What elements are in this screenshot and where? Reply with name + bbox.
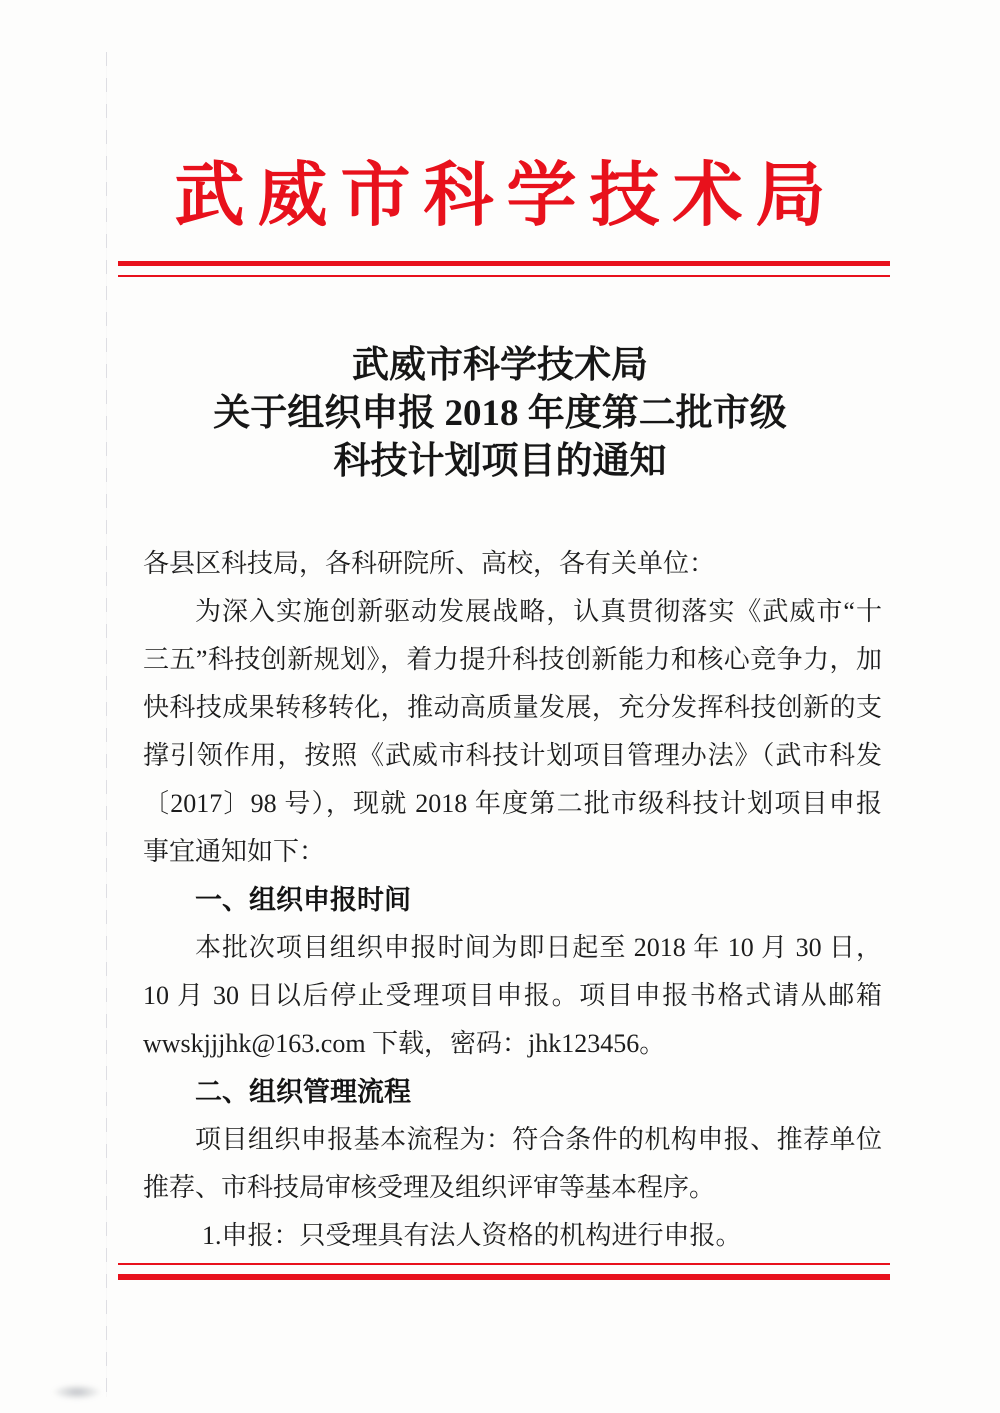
body-line: 为深入实施创新驱动发展战略，认真贯彻落实《武威市“十 <box>195 597 882 626</box>
letterhead-rule-thin <box>118 275 890 277</box>
letterhead-rule-thick <box>118 261 890 266</box>
body-line: 快科技成果转移转化，推动高质量发展，充分发挥科技创新的支 <box>143 693 882 722</box>
agency-letterhead: 武威市科学技术局 <box>174 158 839 235</box>
body-line: 推荐、市科技局审核受理及组织评审等基本程序。 <box>143 1173 716 1202</box>
footer-rule-thin <box>118 1263 890 1265</box>
document-title-line: 武威市科学技术局 <box>352 345 648 386</box>
body-line: 〔2017〕98 号），现就 2018 年度第二批市级科技计划项目申报 <box>143 789 882 818</box>
body-line: 10 月 30 日以后停止受理项目申报。项目申报书格式请从邮箱 <box>143 981 882 1010</box>
body-line: 三五”科技创新规划》，着力提升科技创新能力和核心竞争力，加 <box>143 645 882 674</box>
section-heading-2: 二、组织管理流程 <box>195 1077 411 1107</box>
numbered-item-line: 1.申报：只受理具有法人资格的机构进行申报。 <box>202 1221 742 1250</box>
body-line-email: wwskjjjhk@163.com 下载，密码：jhk123456。 <box>143 1029 666 1058</box>
document-title <box>0 342 1000 486</box>
salutation-line: 各县区科技局，各科研院所、高校，各有关单位： <box>143 549 716 578</box>
document-title-line: 科技计划项目的通知 <box>333 441 667 482</box>
body-line: 项目组织申报基本流程为：符合条件的机构申报、推荐单位 <box>195 1125 882 1154</box>
body-text <box>143 540 882 1260</box>
body-line: 本批次项目组织申报时间为即日起至 2018 年 10 月 30 日， <box>195 933 882 962</box>
scan-fold-artifact <box>106 52 107 1397</box>
scan-smudge-artifact <box>52 1384 102 1400</box>
footer-rule-thick <box>118 1274 890 1280</box>
body-line: 事宜通知如下： <box>143 837 326 866</box>
document-title-line: 关于组织申报 2018 年度第二批市级 <box>213 393 787 434</box>
section-heading-1: 一、组织申报时间 <box>195 885 411 915</box>
body-line: 撑引领作用，按照《武威市科技计划项目管理办法》（武市科发 <box>143 741 882 770</box>
